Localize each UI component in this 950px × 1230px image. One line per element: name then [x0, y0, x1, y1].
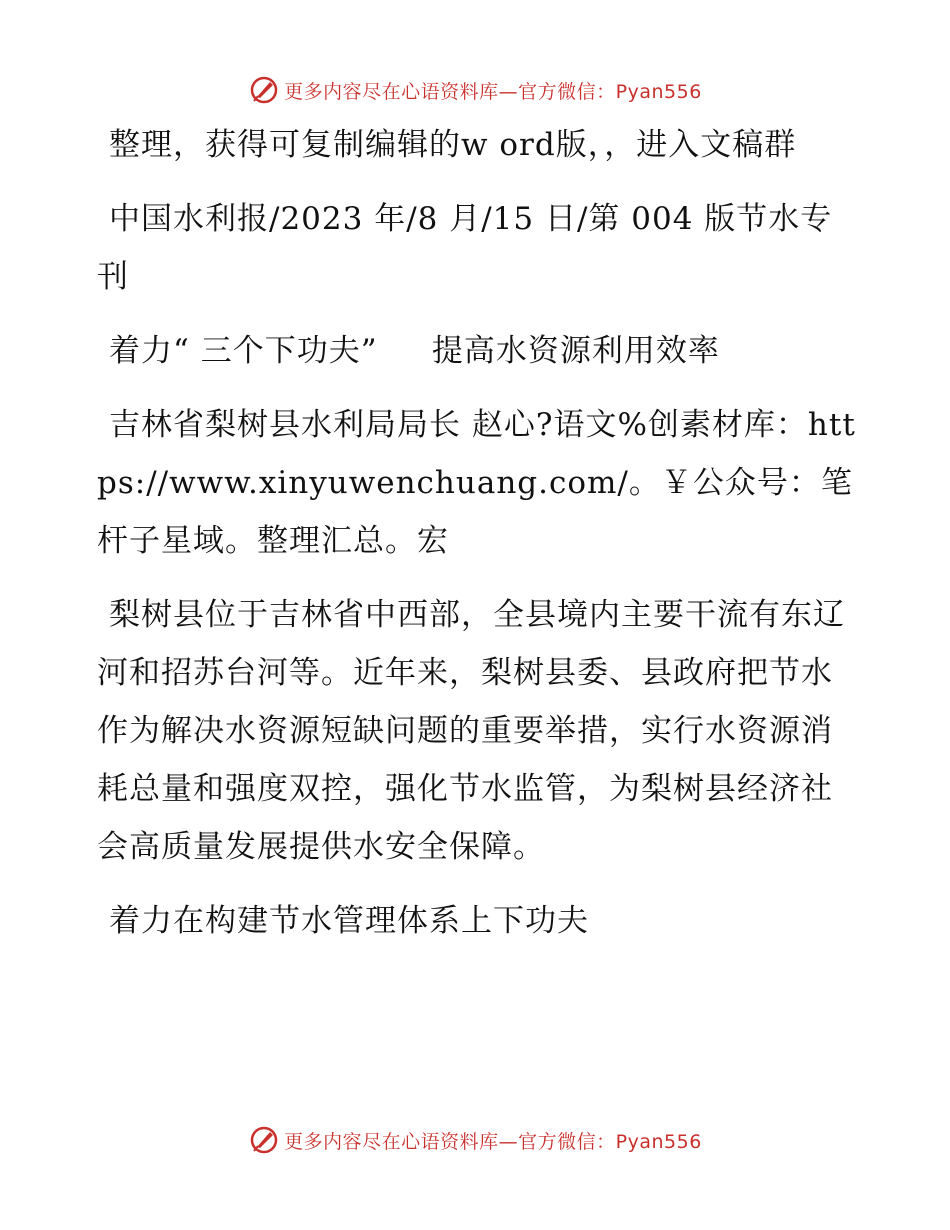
section-heading: 着力在构建节水管理体系上下功夫: [109, 903, 589, 939]
paragraph-author: 吉林省梨树县水利局局长 赵心?语文%创素材库：https://www.xinyuwenchuang.com/。￥公众号：笔杆子星域。整理汇总。宏: [97, 407, 856, 559]
header-banner-text: 更多内容尽在心语资料库—官方微信：Pyan556: [284, 80, 702, 103]
footer-banner-text: 更多内容尽在心语资料库—官方微信：Pyan556: [284, 1130, 702, 1153]
header-banner: [0, 70, 950, 110]
paragraph-source: 中国水利报/2023 年/8 月/15 日/第 004 版节水专刊: [97, 201, 833, 295]
paragraph-body: 梨树县位于吉林省中西部，全县境内主要干流有东辽河和招苏台河等。近年来，梨树县委、县政府把节水作为解决水资源短缺问题的重要举措，实行水资源消耗总量和强度双控，强化节水监管，为梨树县经济社会高质量发展提供水安全保障。: [97, 597, 845, 865]
document-body: [97, 116, 857, 966]
quill-logo-icon: [248, 1124, 280, 1156]
quill-logo-icon: [248, 74, 280, 106]
footer-banner: [0, 1120, 950, 1160]
paragraph-intro: 整理，获得可复制编辑的w ord版，，进入文稿群: [109, 127, 797, 163]
article-title: 着力“ 三个下功夫” 提高水资源利用效率: [109, 333, 720, 369]
